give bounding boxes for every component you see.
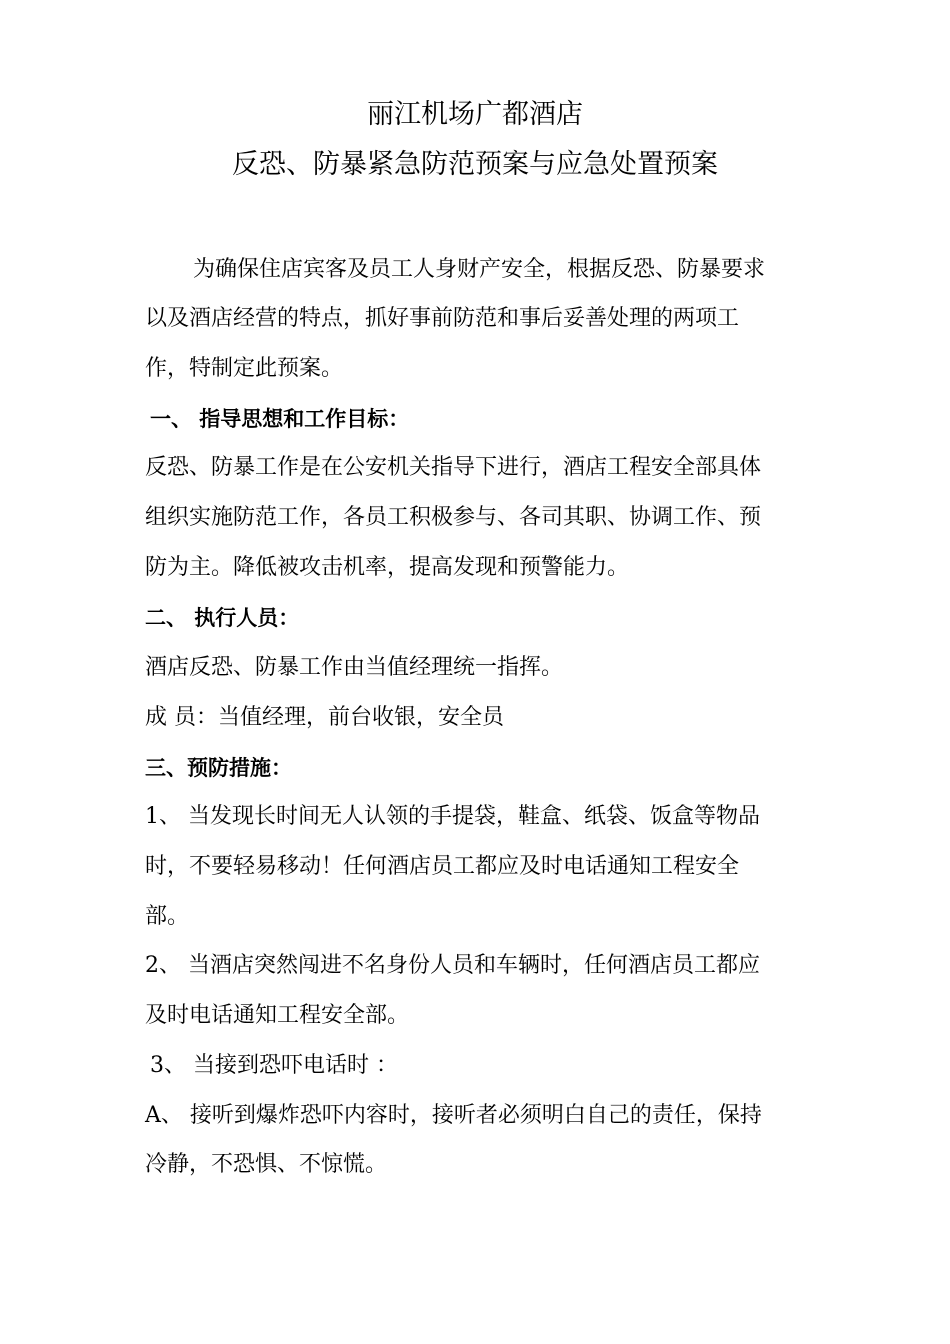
paragraph-line: 组织实施防范工作，各员工积极参与、各司其职、协调工作、预 (145, 505, 762, 530)
document-subtitle: 反恐、防暴紧急防范预案与应急处置预案 (232, 149, 718, 180)
paragraph-line: 防为主。降低被攻击机率，提高发现和预警能力。 (145, 555, 630, 580)
paragraph-line: 酒店反恐、防暴工作由当值经理统一指挥。 (145, 655, 564, 680)
intro-line: 为确保住店宾客及员工人身财产安全，根据反恐、防暴要求 (193, 257, 766, 282)
paragraph-line: 反恐、防暴工作是在公安机关指导下进行，酒店工程安全部具体 (145, 455, 762, 480)
intro-line: 以及酒店经营的特点，抓好事前防范和事后妥善处理的两项工 (145, 306, 740, 331)
list-item-line: 及时电话通知工程安全部。 (145, 1003, 410, 1028)
section-heading: 三、预防措施： (145, 756, 292, 780)
section-heading: 一、 指导思想和工作目标： (150, 407, 410, 431)
list-item-line: 冷静，不恐惧、不惊慌。 (145, 1152, 388, 1177)
intro-line: 作，特制定此预案。 (145, 356, 344, 381)
list-item-line: A、 接听到爆炸恐吓内容时，接听者必须明白自己的责任，保持 (145, 1103, 762, 1128)
list-item-line: 时，不要轻易移动！任何酒店员工都应及时电话通知工程安全 (145, 854, 740, 879)
list-item-line: 1、 当发现长时间无人认领的手提袋，鞋盒、纸袋、饭盒等物品 (145, 804, 760, 829)
document-title: 丽江机场广都酒店 (367, 99, 583, 130)
list-item-line: 2、 当酒店突然闯进不名身份人员和车辆时，任何酒店员工都应 (145, 953, 760, 978)
list-item-line: 部。 (145, 904, 190, 929)
paragraph-line: 成 员：当值经理，前台收银，安全员 (145, 705, 504, 730)
list-item-line: 3、 当接到恐吓电话时 ： (150, 1053, 398, 1078)
section-heading: 二、 执行人员： (145, 606, 300, 630)
